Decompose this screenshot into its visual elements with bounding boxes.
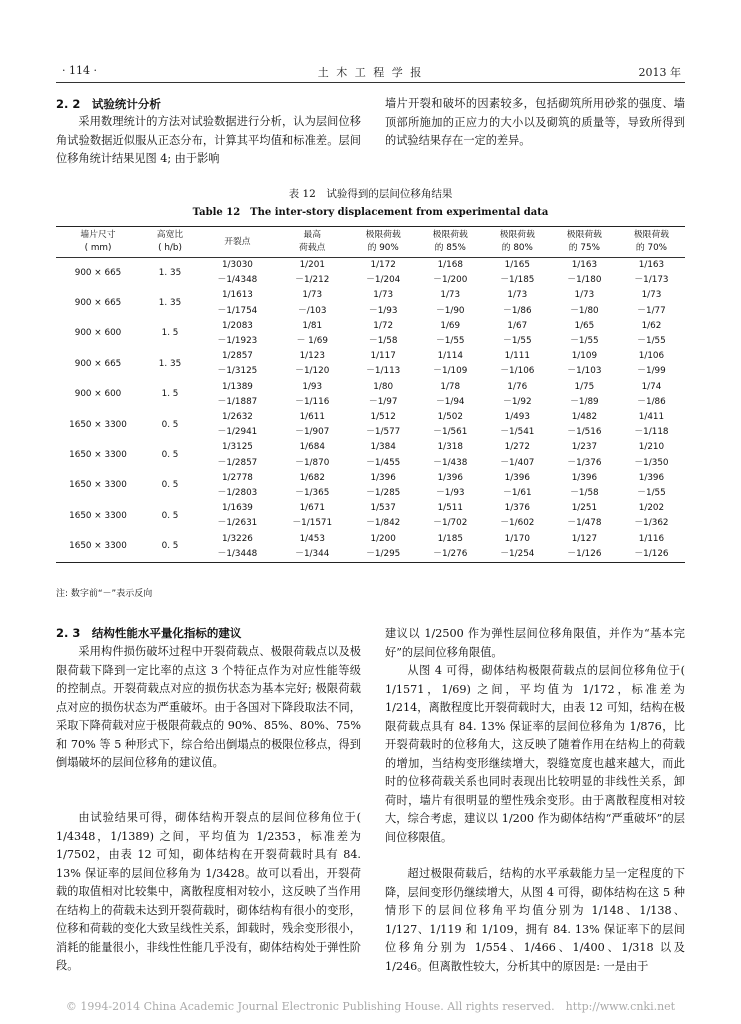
drift-positive: 1/210 [638,442,665,453]
drift-negative: －1/907 [295,427,330,438]
header-cell: 极限荷载 的 80% [484,227,551,258]
aspect-ratio-cell: 0. 5 [161,450,179,461]
table-row [56,288,685,318]
drift-cell [551,501,618,531]
drift-negative: －1/103 [567,366,602,377]
drift-negative: －1/55 [637,488,666,499]
table-caption-en: Table 12 The inter-story displacement from experimental data [192,207,549,218]
drift-negative: －1/365 [295,488,330,499]
drift-negative: －1/58 [368,336,398,347]
drift-positive: 1/237 [571,442,598,453]
drift-positive: 1/165 [504,260,530,270]
drift-positive: 1/117 [370,351,396,362]
drift-negative: －1/407 [500,457,535,468]
drift-negative: －1/842 [366,518,401,529]
drift-positive: 1/73 [507,290,528,301]
section-2-3-right-paragraph-1: 建议以 1/2500 作为弹性层间位移角限值，并作为“基本完好”的层间位移角限值。 [385,627,685,659]
drift-positive: 1/511 [437,503,463,514]
header-cell: 开裂点 [200,227,275,258]
drift-negative: －1/86 [503,305,532,316]
drift-negative: －1/97 [368,396,398,407]
copyright-footer: © 1994-2014 China Academic Journal Electronic Publishing House. All rights reserved. http://www.cnki.net [65,1000,676,1013]
drift-cell [484,410,551,440]
drift-cell [417,532,484,563]
drift-cell [350,501,417,531]
drift-positive: 1/76 [507,381,528,392]
header-cell: 极限荷载 的 90% [350,227,417,258]
drift-cell [417,380,484,410]
drift-positive: 1/80 [373,381,394,392]
drift-cell [200,288,275,318]
drift-positive: 1/384 [370,442,396,453]
drift-cell [350,288,417,318]
drift-negative: －1/93 [435,488,465,499]
drift-cell [618,471,685,501]
drift-negative: －1/3448 [217,548,258,559]
table-body [56,258,685,563]
drift-cell [275,471,350,501]
drift-negative: －1/516 [567,427,602,438]
drift-cell [417,410,484,440]
drift-negative: －1/602 [500,518,535,529]
drift-positive: 1/671 [299,503,325,514]
drift-positive: 1/202 [638,503,665,514]
drift-positive: 1/73 [440,290,461,301]
drift-cell [618,410,685,440]
table-note: 注: 数字前“－”表示反向 [56,589,153,599]
drift-negative: －1/438 [433,457,468,468]
drift-negative: －1/2803 [217,488,258,499]
drift-cell [350,380,417,410]
header-cell: 最高 荷载点 [275,227,350,258]
drift-negative: －1/362 [634,518,669,529]
drift-cell [551,288,618,318]
drift-negative: －1/541 [500,427,535,438]
drift-cell [417,319,484,349]
drift-negative: －1/561 [433,427,468,438]
drift-positive: 1/67 [507,320,528,331]
drift-negative: －1/870 [295,457,330,468]
header-cell: 极限荷载 的 75% [551,227,618,258]
drift-positive: 1/127 [571,533,598,544]
drift-cell [551,349,618,379]
drift-positive: 1/502 [437,412,463,423]
drift-negative: －1/3125 [217,366,258,377]
aspect-ratio-cell: 0. 5 [161,480,179,491]
drift-positive: 1/73 [574,290,595,301]
drift-positive: 1/116 [638,533,665,544]
drift-negative: －1/173 [634,275,669,286]
drift-negative: －1/118 [634,427,669,438]
drift-cell [484,349,551,379]
drift-positive: 1/1639 [221,503,253,514]
table-row [56,319,685,349]
drift-negative: －/103 [297,305,327,316]
drift-cell [484,532,551,563]
drift-positive: 1/73 [373,290,394,301]
drift-positive: 1/93 [302,381,323,392]
wall-size-cell: 900 × 665 [74,267,122,278]
drift-cell [200,349,275,379]
drift-negative: －1/99 [637,366,666,377]
drift-positive: 1/73 [641,290,662,301]
drift-negative: －1/2631 [217,518,258,529]
wall-size-cell: 1650 × 3300 [69,450,127,461]
drift-negative: －1/55 [503,336,532,347]
drift-negative: －1/376 [567,457,602,468]
drift-cell [275,501,350,531]
drift-negative: －1/89 [570,396,599,407]
aspect-ratio-cell: 1. 35 [158,298,182,308]
table-row [56,258,685,289]
drift-positive: 1/114 [437,351,463,362]
drift-cell [618,258,685,289]
table-caption-cn: 表 12 试验得到的层间位移角结果 [288,188,453,200]
drift-negative: －1/1887 [217,396,258,407]
section-2-2-left-paragraph: 采用数理统计的方法对试验数据进行分析，认为层间位移角试验数据近似服从正态分布，计算其平均值和标准差。层间位移角统计结果见图 4; 由于影响 [56,115,361,165]
page-number: · 114 · [62,64,97,77]
drift-negative: －1/92 [503,396,532,407]
drift-negative: －1/106 [500,366,535,377]
drift-cell [350,258,417,289]
table-row [56,532,685,563]
drift-positive: 1/3226 [221,533,253,544]
drift-positive: 1/81 [302,320,323,331]
drift-negative: －1/55 [435,336,465,347]
drift-negative: －1/58 [570,488,599,499]
drift-cell [618,440,685,470]
section-2-2-title: 2. 2 试验统计分析 [56,97,161,111]
drift-cell [350,440,417,470]
drift-cell [200,380,275,410]
drift-cell [618,349,685,379]
table-row [56,349,685,379]
drift-cell [484,288,551,318]
drift-cell [275,532,350,563]
drift-cell [275,380,350,410]
aspect-ratio-cell: 1. 5 [161,328,179,339]
drift-cell [618,380,685,410]
drift-cell [484,319,551,349]
drift-positive: 1/318 [437,442,463,453]
drift-positive: 1/185 [437,533,463,544]
drift-positive: 1/482 [571,412,598,423]
drift-cell [275,288,350,318]
aspect-ratio-cell: 0. 5 [140,532,200,563]
drift-cell [618,319,685,349]
drift-negative: －1/90 [435,305,465,316]
section-2-3-left-paragraph-2: 由试验结果可得，砌体结构开裂点的层间位移角位于( 1/4348，1/1389) 之间，平均值为 1/2353，标准差为 1/7502，由表 12 可知，砌体结构在开裂荷载时具有 84. 13% 保证率的层间位移角为 1/3428。故可以看出，开裂荷载的取值相对比较集中，离散程度相对较小，这反映了当作用在结构上的荷载未达到开裂荷载时，砌体结构有很小的变形，位移和荷载的变化大致呈线性关系，卸载时，残余变形很小，消耗的能量很小，非线性性能几乎没有，砌体结构处于弹性阶段。 [56,811,361,972]
wall-size-cell: 1650 × 3300 [69,480,127,491]
drift-negative: －1/1923 [217,336,258,347]
drift-positive: 1/682 [299,472,325,483]
drift-positive: 1/75 [574,381,595,392]
drift-negative: －1/254 [500,548,535,559]
drift-cell [551,410,618,440]
year: 2013 年 [638,66,681,79]
drift-cell [417,288,484,318]
drift-cell [551,258,618,289]
drift-negative: －1/126 [567,548,602,559]
drift-cell [551,440,618,470]
wall-size-cell: 1650 × 3300 [56,532,140,563]
drift-negative: －1/94 [435,396,465,407]
drift-cell [484,471,551,501]
drift-positive: 1/72 [373,320,394,331]
drift-positive: 1/170 [504,533,530,544]
drift-cell [484,258,551,289]
table-header-row [56,227,685,258]
drift-cell [350,319,417,349]
drift-cell [484,440,551,470]
table-row [56,380,685,410]
wall-size-cell: 1650 × 3300 [69,510,127,521]
drift-negative: －1/478 [567,518,602,529]
drift-negative: －1/116 [295,396,330,407]
drift-negative: －1/93 [368,305,398,316]
aspect-ratio-cell: 1. 35 [158,267,182,278]
drift-negative: －1/86 [637,396,666,407]
drift-negative: －1/455 [366,457,401,468]
drift-negative: －1/2941 [217,427,258,438]
drift-cell [200,319,275,349]
drift-positive: 1/73 [302,290,323,301]
header-cell: 墙片尺寸 ( mm) [56,227,140,258]
drift-positive: 1/272 [504,442,530,453]
aspect-ratio-cell: 1. 35 [158,358,182,369]
drift-positive: 1/684 [299,442,325,453]
drift-negative: －1/77 [637,305,666,316]
drift-cell [551,532,618,563]
drift-negative: －1/200 [433,275,468,286]
drift-positive: 1/1613 [221,290,253,301]
drift-positive: 1/163 [571,260,598,270]
drift-negative: －1/61 [503,488,532,499]
header-cell: 极限荷载 的 85% [417,227,484,258]
displacement-table [56,226,685,563]
drift-cell [484,380,551,410]
drift-negative: － 1/69 [296,336,328,347]
table-row [56,410,685,440]
drift-negative: －1/295 [366,548,401,559]
drift-positive: 1/251 [571,503,598,514]
drift-positive: 1/396 [504,472,530,483]
drift-positive: 1/111 [504,351,530,362]
section-2-3-title: 2. 3 结构性能水平量化指标的建议 [56,626,242,640]
drift-cell [484,501,551,531]
drift-positive: 1/172 [370,260,396,270]
drift-negative: －1/212 [295,275,330,286]
drift-cell [275,349,350,379]
drift-cell [350,471,417,501]
drift-negative: －1/55 [570,336,599,347]
drift-cell [551,471,618,501]
drift-positive: 1/512 [370,412,396,423]
drift-cell [551,380,618,410]
drift-cell [417,471,484,501]
journal-title: 土 木 工 程 学 报 [317,66,424,79]
drift-positive: 1/611 [299,412,325,423]
drift-positive: 1/493 [504,412,530,423]
drift-positive: 1/3125 [221,442,253,453]
wall-size-cell: 1650 × 3300 [69,419,127,430]
drift-positive: 1/69 [440,320,461,331]
drift-cell [350,410,417,440]
drift-cell [350,532,417,563]
drift-negative: －1/120 [295,366,330,377]
drift-cell [275,410,350,440]
drift-cell [200,440,275,470]
drift-cell [275,319,350,349]
drift-positive: 1/168 [437,260,463,270]
drift-cell [200,501,275,531]
drift-negative: －1/4348 [217,275,258,286]
drift-cell [200,258,275,289]
drift-positive: 1/200 [370,533,396,544]
drift-cell [618,501,685,531]
drift-positive: 1/2778 [221,472,253,483]
table-row [56,501,685,531]
header-rule [56,82,685,83]
drift-cell [417,258,484,289]
drift-cell [200,471,275,501]
drift-negative: －1/285 [366,488,401,499]
drift-positive: 1/109 [571,351,598,362]
wall-size-cell: 900 × 665 [74,358,122,369]
drift-cell [417,501,484,531]
drift-negative: －1/204 [366,275,401,286]
wall-size-cell: 900 × 665 [74,298,122,308]
drift-cell [200,532,275,563]
drift-negative: －1/1754 [217,305,258,316]
section-2-3-right-paragraph-2: 从图 4 可得，砌体结构极限荷载点的层间位移角位于( 1/1571，1/69) 之间，平均值为 1/172，标准差为 1/214，离散程度比开裂荷载时大，由表 12 可知，结构在极限荷载点具有 84. 13% 保证率的层间位移角为 1/876，比开裂荷载时的位移角大，这反映了随着作用在结构上的荷载的增加，当结构变形继续增大，裂缝宽度也越来越大，而此时的位移荷载关系也同时表现出比较明显的非线性关系，卸荷时，墙片有很明显的塑性残余变形。由于离散程度相对较大，综合考虑，建议以 1/200 作为砌体结构“严重破坏”的层间位移限值。 [385,664,685,844]
drift-positive: 1/74 [641,381,662,392]
header-cell: 高宽比 ( h/b) [140,227,200,258]
drift-positive: 1/2632 [221,412,253,423]
drift-negative: －1/113 [366,366,401,377]
drift-negative: －1/180 [567,275,602,286]
drift-positive: 1/78 [440,381,461,392]
drift-negative: －1/577 [366,427,401,438]
drift-cell [275,258,350,289]
drift-negative: －1/55 [637,336,666,347]
aspect-ratio-cell: 0. 5 [161,510,179,521]
table-row [56,440,685,470]
drift-positive: 1/411 [638,412,665,423]
drift-positive: 1/453 [299,533,325,544]
drift-negative: －1/126 [634,548,669,559]
drift-cell [200,410,275,440]
drift-cell [618,532,685,563]
drift-positive: 1/3030 [221,260,253,270]
drift-negative: －1/276 [433,548,468,559]
drift-negative: －1/109 [433,366,468,377]
drift-positive: 1/65 [574,320,595,331]
drift-positive: 1/2857 [221,351,253,362]
drift-positive: 1/396 [571,472,598,483]
drift-cell [417,440,484,470]
table-row [56,471,685,501]
wall-size-cell: 900 × 600 [74,389,122,400]
drift-negative: －1/350 [634,457,669,468]
drift-positive: 1/1389 [221,381,253,392]
section-2-3-left-paragraph-1: 采用构件损伤破坏过程中开裂荷载点、极限荷载点以及极限荷载下降到一定比率的点这 3 个特征点作为对应性能等级的控制点。开裂荷载点对应的损伤状态为基本完好; 极限荷载点对应的损伤状态为严重破坏。由于各国对下降段取法不同，采取下降荷载对应于极限荷载点的 90%、85%、80%、75% 和 70% 等 5 种形式下，综合给出倒塌点的极限位移点，得到倒塌破坏的层间位移角的建议值。 [56,645,361,769]
drift-positive: 1/106 [638,351,665,362]
wall-size-cell: 900 × 600 [74,328,122,339]
aspect-ratio-cell: 0. 5 [161,419,179,430]
drift-positive: 1/62 [641,320,662,331]
section-2-2-right-paragraph: 墙片开裂和破坏的因素较多，包括砌筑所用砂浆的强度、墙顶部所施加的正应力的大小以及砌筑的质量等，导致所得到的试验结果存在一定的差异。 [385,97,685,147]
drift-negative: －1/2857 [217,457,258,468]
drift-positive: 1/123 [299,351,325,362]
drift-positive: 1/376 [504,503,530,514]
drift-positive: 1/396 [370,472,396,483]
drift-cell [551,319,618,349]
drift-negative: －1/80 [570,305,599,316]
drift-positive: 1/537 [370,503,396,514]
drift-positive: 1/2083 [221,320,253,331]
drift-cell [275,440,350,470]
drift-negative: －1/344 [295,548,330,559]
drift-cell [618,288,685,318]
section-2-3-right-paragraph-3: 超过极限荷载后，结构的水平承载能力呈一定程度的下降，层间变形仍继续增大，从图 4 可得，砌体结构在这 5 种情形下的层间位移角平均值分别为 1/148、1/138、1/127、1/119 和 1/109，拥有 84. 13% 保证率下的层间位移角分别为 1/554、1/466、1/400、1/318 以及 1/246。但离散性较大，分析其中的原因是: 一是由于 [385,867,685,973]
drift-positive: 1/201 [299,260,325,270]
drift-positive: 1/396 [638,472,665,483]
drift-negative: －1/702 [433,518,468,529]
drift-positive: 1/163 [638,260,665,270]
drift-cell [417,349,484,379]
aspect-ratio-cell: 1. 5 [161,389,179,400]
drift-cell [350,349,417,379]
header-cell: 极限荷载 的 70% [618,227,685,258]
drift-negative: －1/185 [500,275,535,286]
drift-negative: －1/1571 [292,518,333,529]
drift-positive: 1/396 [437,472,463,483]
